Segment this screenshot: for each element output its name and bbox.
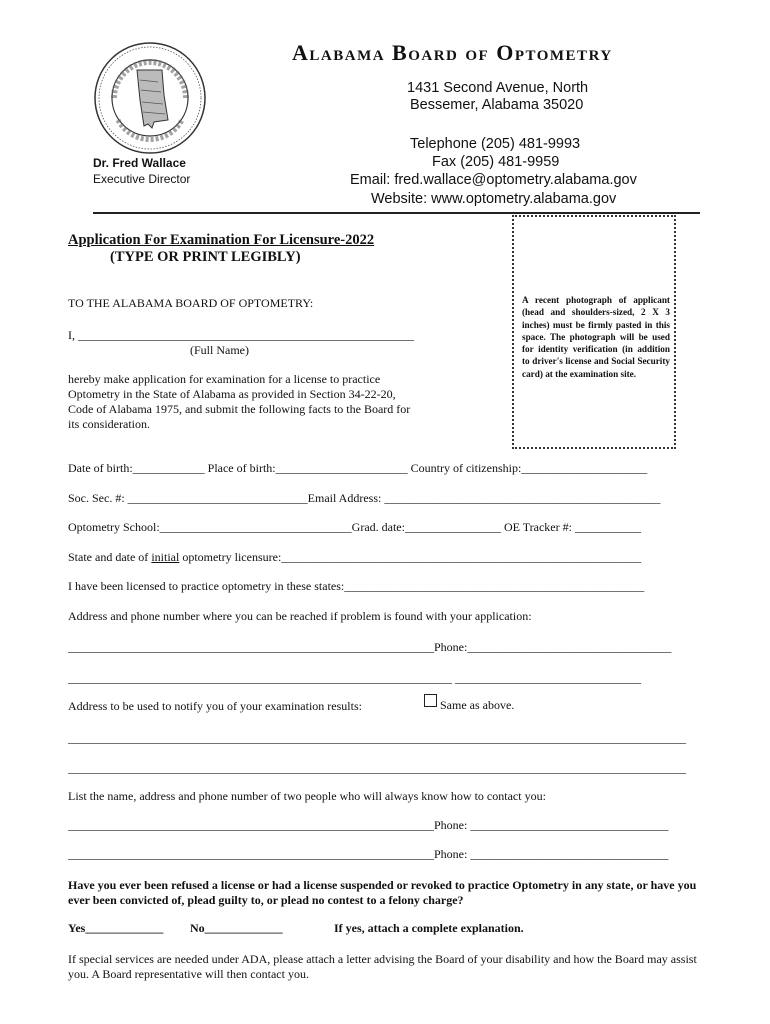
full-name-caption: (Full Name) xyxy=(190,343,249,357)
birth-citizenship-fields[interactable]: Date of birth:____________ Place of birth:______________________ Country of citizenship:_____________________ xyxy=(68,461,648,475)
references-prompt: List the name, address and phone number of two people who will always know how to contact you: xyxy=(68,789,546,803)
header-divider xyxy=(93,212,700,214)
fax: Fax (205) 481-9959 xyxy=(432,154,560,170)
licensure-label-prefix: State and date of xyxy=(68,550,152,564)
contact-address-phone-line[interactable]: _____________________________________________________________Phone:__________________________________ xyxy=(68,640,672,654)
contact-prompt: Address and phone number where you can be reached if problem is found with your application: xyxy=(68,609,532,623)
alabama-seal-icon xyxy=(92,40,208,156)
address-line-1: 1431 Second Avenue, North xyxy=(407,80,589,96)
results-address-line-2[interactable]: _______________________________________________________________________________________________________ xyxy=(68,761,686,775)
same-as-above-checkbox[interactable] xyxy=(424,694,437,707)
ada-note: If special services are needed under ADA, please attach a letter advising the Board of your disability and how the Board may assist you. A Board representative will then contact you. xyxy=(68,952,697,981)
no-field[interactable]: No_____________ xyxy=(190,921,283,935)
reference-1-line[interactable]: _____________________________________________________________Phone: _________________________________ xyxy=(68,818,669,832)
results-address-prompt: Address to be used to notify you of your examination results: xyxy=(68,699,362,713)
contact-address-line-2[interactable]: ________________________________________________________________ _______________________________ xyxy=(68,671,641,685)
explanation-note: If yes, attach a complete explanation. xyxy=(334,921,524,935)
board-title: Alabama Board of Optometry xyxy=(292,40,613,65)
reference-2-line[interactable]: _____________________________________________________________Phone: _________________________________ xyxy=(68,847,669,861)
form-title: Application For Examination For Licensure-2022 xyxy=(68,232,375,248)
addressee: TO THE ALABAMA BOARD OF OPTOMETRY: xyxy=(68,296,314,310)
results-address-line-1[interactable]: _______________________________________________________________________________________________________ xyxy=(68,731,686,745)
email: Email: fred.wallace@optometry.alabama.gov xyxy=(350,172,637,188)
yes-field[interactable]: Yes_____________ xyxy=(68,921,164,935)
telephone: Telephone (205) 481-9993 xyxy=(410,136,581,152)
full-name-field[interactable]: I, ________________________________________________________ xyxy=(68,328,414,342)
director-title: Executive Director xyxy=(93,172,191,186)
website: Website: www.optometry.alabama.gov xyxy=(371,191,617,207)
same-as-above-label: Same as above. xyxy=(440,698,515,712)
school-grad-tracker-fields[interactable]: Optometry School:________________________________Grad. date:________________ OE Tracker #: ___________ xyxy=(68,520,641,534)
address-line-2: Bessemer, Alabama 35020 xyxy=(410,97,584,113)
form-subtitle: (TYPE OR PRINT LEGIBLY) xyxy=(110,249,301,265)
licensure-label-suffix: optometry licensure:____________________________________________________________ xyxy=(179,550,642,564)
licensure-label-initial: initial xyxy=(151,550,180,564)
director-name: Dr. Fred Wallace xyxy=(93,156,186,170)
photo-instructions: A recent photograph of applicant (head and shoulders-sized, 2 X 3 inches) must be firmly pasted in this space. The photograph will be used for identity verification (in addition to driver's license and Social Security card) at the examination site. xyxy=(522,295,670,379)
ssn-email-fields[interactable]: Soc. Sec. #: ______________________________Email Address: ______________________________________________ xyxy=(68,491,661,505)
initial-licensure-field[interactable] xyxy=(68,550,641,565)
licensed-states-field[interactable]: I have been licensed to practice optometry in these states:__________________________________________________ xyxy=(68,579,645,593)
disciplinary-question: Have you ever been refused a license or had a license suspended or revoked to practice Optometry in any state, or have you ever been convicted of, plead guilty to, or plead no contest to a felony charge? xyxy=(68,878,697,907)
declaration-text: hereby make application for examination for a license to practice Optometry in the State of Alabama as provided in Section 34-22-20, Code of Alabama 1975, and submit the following facts to the Board for its consideration. xyxy=(68,372,411,431)
